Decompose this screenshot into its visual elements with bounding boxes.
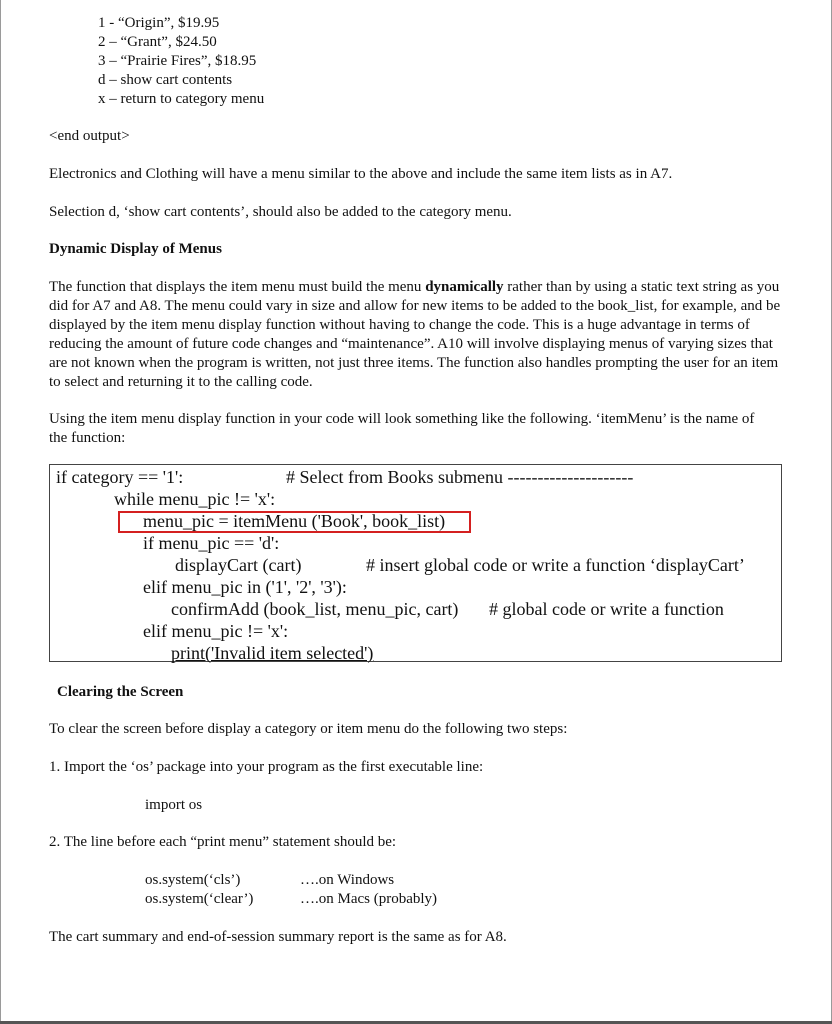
paragraph-dynamic-menus <box>49 278 784 392</box>
code-line-elif-in: elif menu_pic in ('1', '2', '3'): <box>143 577 347 597</box>
code-import-os: import os <box>145 797 203 813</box>
code-line-if-menu-pic: if menu_pic == 'd': <box>143 533 280 553</box>
step-2: 2. The line before each “print menu” statement should be: <box>49 834 397 850</box>
dynamic-text-after: rather than by using a static text string as you did for A7 and A8. The menu could vary in size and allow for new items to be added to the book_list, for example, and be displayed by the item menu display function without having to change the code. This is a huge advantage in terms of reducing the amount of future code changes and “maintenance”. A10 will involve displaying menus of varying sizes that are not known when the program is written, not just three items. The function also handles prompting the user for an item to select and returning it to the calling code. <box>49 279 781 390</box>
code-line-elif-not-x: elif menu_pic != 'x': <box>143 621 289 641</box>
end-output-marker: <end output> <box>49 128 130 144</box>
paragraph-summary: The cart summary and end-of-session summary report is the same as for A8. <box>49 929 507 945</box>
note-windows: ….on Windows <box>300 872 395 888</box>
menu-line-show-cart: d – show cart contents <box>98 72 233 88</box>
page-border-left <box>0 0 1 1024</box>
paragraph-electronics: Electronics and Clothing will have a menu similar to the above and include the same item lists as in A7. <box>49 166 673 182</box>
menu-line-return: x – return to category menu <box>98 91 265 107</box>
menu-line-prairie-fires: 3 – “Prairie Fires”, $18.95 <box>98 53 257 69</box>
heading-clearing-screen: Clearing the Screen <box>57 684 184 700</box>
code-line-display-cart: displayCart (cart) <box>175 555 302 575</box>
paragraph-using-item-menu: Using the item menu display function in your code will look something like the following. ‘itemMenu’ is the name of the function: <box>49 411 755 446</box>
code-line-if-category: if category == '1': <box>56 467 184 487</box>
menu-line-origin: 1 - “Origin”, $19.95 <box>98 15 220 31</box>
step-1: 1. Import the ‘os’ package into your program as the first executable line: <box>49 759 484 775</box>
paragraph-clear-screen: To clear the screen before display a category or item menu do the following two steps: <box>49 721 568 737</box>
dynamic-text-bold: dynamically <box>425 279 504 295</box>
note-macs: ….on Macs (probably) <box>300 891 438 907</box>
code-line-confirm-add: confirmAdd (book_list, menu_pic, cart) <box>171 599 459 619</box>
code-line-while: while menu_pic != 'x': <box>114 489 276 509</box>
dynamic-text-before: The function that displays the item menu must build the menu <box>49 279 426 295</box>
paragraph-selection-d: Selection d, ‘show cart contents’, should also be added to the category menu. <box>49 204 512 220</box>
menu-line-grant: 2 – “Grant”, $24.50 <box>98 34 217 50</box>
code-os-clear: os.system(‘clear’) <box>145 891 254 907</box>
code-comment-display-cart: # insert global code or write a function ‘displayCart’ <box>366 555 745 575</box>
code-line-menu-pic: menu_pic = itemMenu ('Book', book_list) <box>143 511 446 531</box>
heading-dynamic-display: Dynamic Display of Menus <box>49 241 222 257</box>
code-line-print-invalid: print('Invalid item selected') <box>171 643 374 663</box>
code-comment-books: # Select from Books submenu --------------------- <box>286 467 634 487</box>
code-os-cls: os.system(‘cls’) <box>145 872 241 888</box>
highlight-box <box>118 511 471 533</box>
code-comment-confirm-add: # global code or write a function <box>489 599 724 619</box>
